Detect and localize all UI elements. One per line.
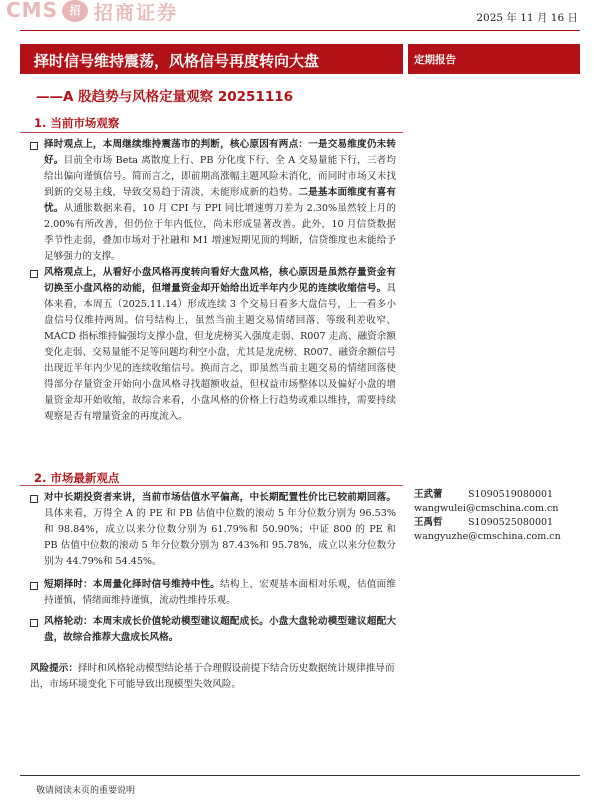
- paragraph-body: 具体来看，万得全 A 的 PE 和 PB 估值中位数的滚动 5 年分位数分别为 96.53%和 98.84%，成立以来分位数分别为 61.79%和 50.90%；中证 800 的 PE 和 PB 估值中位数的滚动 5 年分位数分别为 87.43%和 95.78%，成立以来分位数分别为 44.79%和 54.45%。: [44, 508, 396, 567]
- risk-warning: [30, 661, 400, 693]
- checkbox-bullet-icon: [30, 495, 38, 503]
- report-title: 择时信号维持震荡，风格信号再度转向大盘: [34, 52, 320, 70]
- paragraph-lead-2: 二是基本面维度有喜有忧。: [44, 187, 397, 214]
- analyst-email[interactable]: wangyuzhe@cmschina.com.cn: [414, 531, 561, 542]
- section-heading-latest: 2. 市场最新观点: [34, 471, 120, 485]
- paragraph-lead: 对中长期投资者来讲，当前市场估值水平偏高，中长期配置性价比已较前期回落。: [44, 492, 396, 503]
- header-divider: [20, 30, 580, 31]
- report-type-label: 定期报告: [414, 54, 456, 66]
- analyst-card: [414, 516, 561, 544]
- checkbox-bullet-icon: [30, 582, 38, 590]
- report-subtitle: ——A 股趋势与风格定量观察 20251116: [36, 89, 293, 105]
- paragraph-body: 目前全市场 Beta 离散度上行、PB 分化度下行、全 A 交易量能下行，三者均给出偏向谨慎信号。简而言之，即前期高涨幅主题风险未消化，而同时市场又未找到新的交易主线，导致交易趋于清淡，未能形成新的趋势。: [44, 155, 397, 198]
- checkbox-bullet-icon: [30, 142, 38, 150]
- paragraph-lead: 风格观点上，从看好小盘风格再度转向看好大盘风格，核心原因是虽然存量资金有切换至小盘风格的动能，但增量资金却开始给出近半年内少见的连续收缩信号。: [44, 267, 396, 294]
- paragraph-lead: 风格轮动：本周末成长价值轮动模型建议超配成长。小盘大盘轮动模型建议超配大盘，故综合推荐大盘成长风格。: [44, 616, 396, 643]
- paragraph-body: 具体来看，本周五（2025.11.14）形成连续 3 个交易日看多大盘信号，上一看多小盘信号仅维持两周。信号结构上，虽然当前主题交易情绪回落、等级利差收窄、MACD 指标维持偏强均支撑小盘，但龙虎榜买入强度走弱、R007 走高、融资余额变化走弱、交易量能不足等问题均利空小盘，尤其是龙虎榜、R007、融资余额信号出现近半年内少见的连续收缩信号。换而言之，即虽然当前主题交易的情绪回落使得部分存量资金开始向小盘风格寻找超额收益，但权益市场整体以及偏好小盘的增量资金却开始收缩，故综合来看，小盘风格的价格上行趋势或难以维持，需要持续观察是否有增量资金的再度流入。: [44, 283, 396, 422]
- risk-label: 风险提示：: [30, 663, 78, 674]
- paragraph-short-timing: [30, 577, 396, 609]
- paragraph-body: 结构上，宏观基本面相对乐观，估值面维持谨慎，情绪面维持谨慎，流动性维持乐观。: [44, 579, 397, 606]
- analyst-card: [414, 488, 558, 516]
- paragraph-rotation: [30, 614, 396, 646]
- paragraph-timing: [30, 137, 396, 265]
- analyst-name: 王武蕾: [414, 489, 443, 500]
- analyst-cert: S1090525080001: [468, 517, 554, 528]
- footer-divider: [20, 775, 580, 776]
- report-date: 2025 年 11 月 16 日: [476, 12, 578, 24]
- paragraph-valuation: [30, 490, 396, 570]
- logo-company-name: 招商证券: [94, 2, 179, 24]
- logo-badge-icon: 招: [62, 0, 88, 22]
- paragraph-lead: 择时观点上，本周继续维持震荡市的判断，核心原因有两点：一是交易维度仍未转好。: [44, 139, 396, 166]
- analyst-cert: S1090519080001: [468, 489, 554, 500]
- paragraph-lead: 短期择时：本周量化择时信号维持中性。: [44, 579, 221, 590]
- section-divider: [20, 485, 403, 486]
- section-divider: [20, 132, 403, 133]
- logo-cms-text: CMS: [6, 0, 58, 22]
- checkbox-bullet-icon: [30, 619, 38, 627]
- analyst-email[interactable]: wangwulei@cmschina.com.cn: [414, 503, 559, 514]
- paragraph-body-2: 从通胀数据来看，10 月 CPI 与 PPI 同比增速剪刀差为 2.30%虽然较上月的 2.00%有所改善，但仍位于年内低位，尚未形成显著改善。此外，10 月信贷数据季节性走弱，叠加市场对于社融和 M1 增速短期见顶的判断，信贷维度也未能给予足够强力的支撑。: [44, 203, 396, 262]
- risk-text: 择时和风格轮动模型结论基于合理假设前提下结合历史数据统计规律推导而出，市场环境变化下可能导致出现模型失效风险。: [30, 663, 395, 690]
- footer-disclaimer: 敬请阅读末页的重要说明: [36, 786, 136, 796]
- analyst-name: 王禹哲: [414, 517, 443, 528]
- paragraph-style: [30, 265, 396, 425]
- broker-logo: [6, 0, 216, 26]
- checkbox-bullet-icon: [30, 270, 38, 278]
- section-heading-market: 1. 当前市场观察: [34, 116, 120, 130]
